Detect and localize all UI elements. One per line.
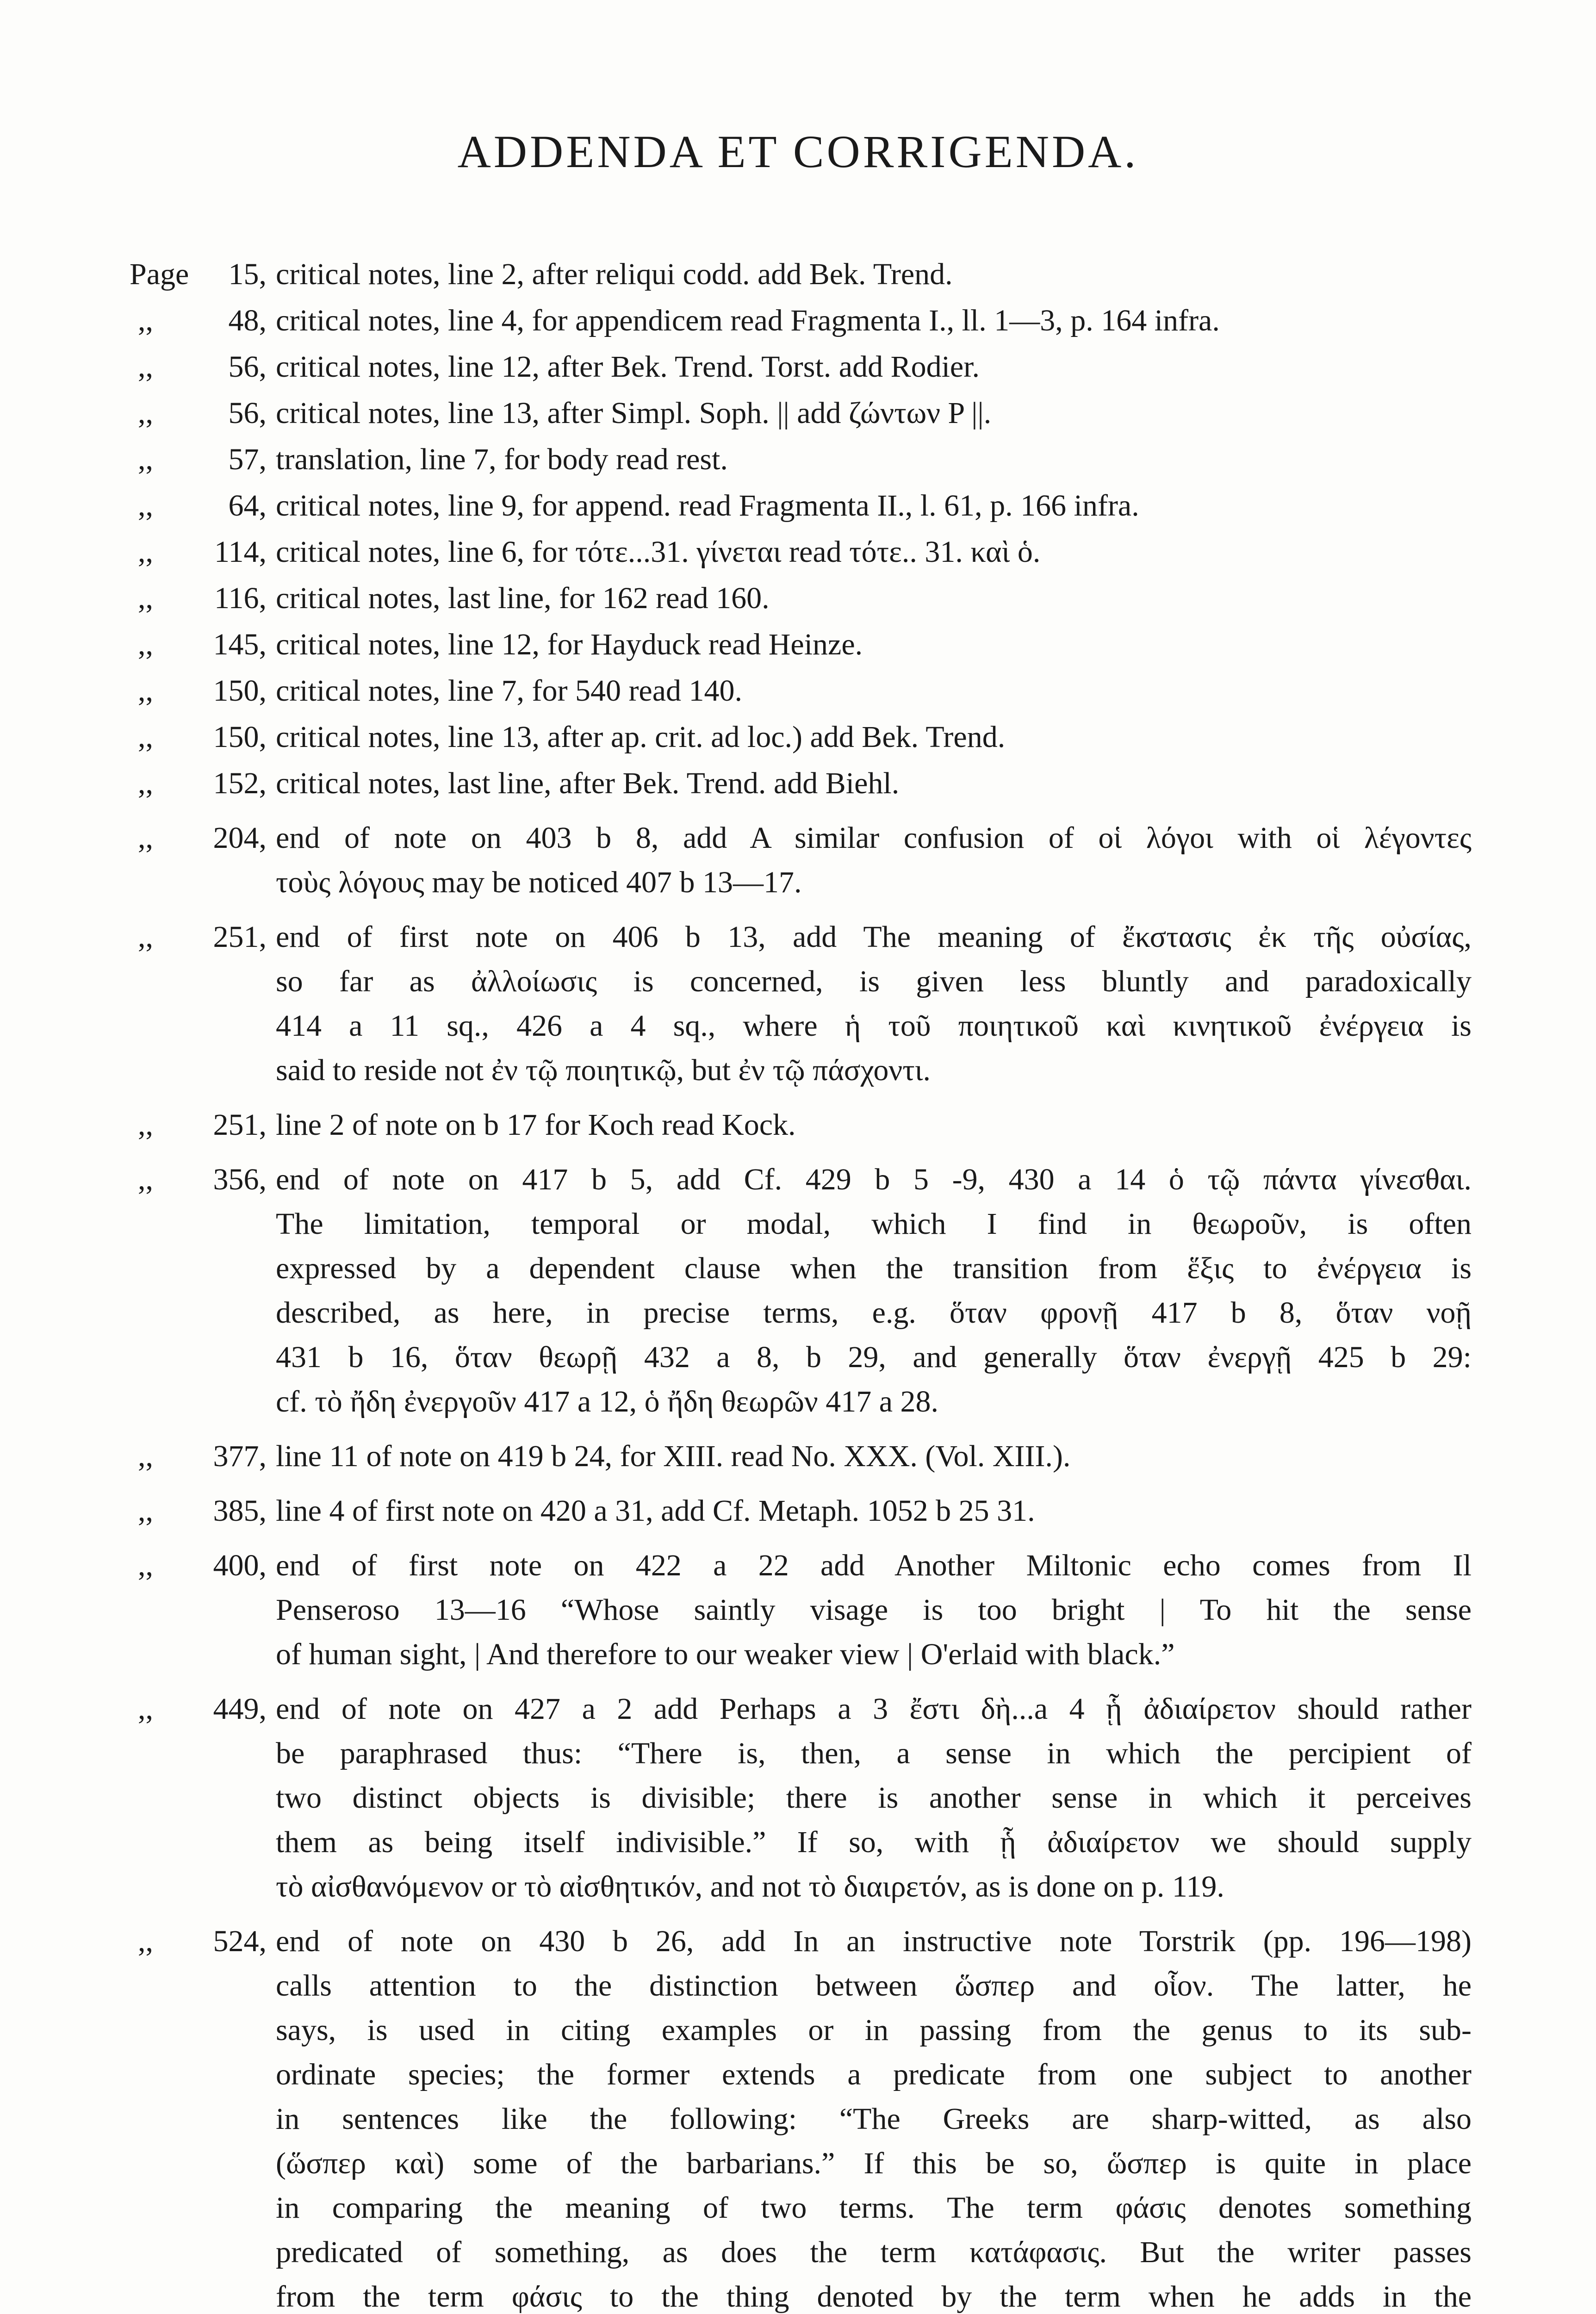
page-number: 152, — [213, 766, 267, 800]
entry-line: 431 b 16, ὅταν θεωρῇ 432 a 8, b 29, and generally ὅταν ἐνεργῇ 425 b 29: — [276, 1340, 1472, 1374]
entry-text — [269, 530, 1472, 574]
entry-line: line 11 of note on 419 b 24, for XIII. read No. XXX. (Vol. XIII.). — [276, 1439, 1071, 1473]
entry-label — [130, 391, 269, 435]
corrigenda-entry — [130, 1919, 1472, 2314]
entry-line: of human sight, | And therefore to our weaker view | O'erlaid with black.” — [276, 1637, 1175, 1671]
entry-text — [269, 1919, 1472, 2314]
entry-label — [130, 252, 269, 297]
entry-line: τὸ αἰσθανόμενον or τὸ αἰσθητικόν, and not τὸ διαιρετόν, as is done on p. 119. — [276, 1870, 1224, 1903]
entry-line: so far as ἀλλοίωσις is concerned, is given less bluntly and paradoxically — [276, 964, 1472, 998]
page-title: ADDENDA ET CORRIGENDA. — [457, 126, 1139, 177]
entry-line: (ὥσπερ καὶ) some of the barbarians.” If this be so, ὥσπερ is quite in place — [276, 2146, 1472, 2180]
entry-line: end of first note on 406 b 13, add The meaning of ἔκστασις ἐκ τῆς οὐσίας, — [276, 920, 1472, 954]
page-number: 116, — [214, 581, 267, 615]
page-word: Page — [130, 257, 189, 291]
entry-text — [269, 1157, 1472, 1424]
entry-line: end of first note on 422 a 22 add Another Miltonic echo comes from Il — [276, 1549, 1472, 1582]
entry-text — [269, 484, 1472, 528]
page-number: 15, — [228, 257, 267, 291]
corrigenda-entry — [130, 715, 1472, 759]
corrigenda-entry — [130, 345, 1472, 389]
entry-line: in sentences like the following: “The Greeks are sharp-witted, as also — [276, 2102, 1472, 2136]
entry-line: says, is used in citing examples or in passing from the genus to its sub- — [276, 2013, 1472, 2047]
page-number: 48, — [228, 304, 267, 337]
entry-text — [269, 299, 1472, 343]
entry-label — [130, 345, 269, 389]
entry-line: predicated of something, as does the term κατάφασις. But the writer passes — [276, 2235, 1472, 2269]
page-number: 114, — [214, 535, 267, 569]
entry-label — [130, 484, 269, 528]
entry-label — [130, 761, 269, 806]
entry-line: The limitation, temporal or modal, which I find in θεωροῦν, is often — [276, 1207, 1472, 1241]
ditto-mark: ,, — [138, 1549, 153, 1582]
entry-text — [269, 345, 1472, 389]
entry-text — [269, 1543, 1472, 1677]
entry-line: line 2 of note on b 17 for Koch read Kock. — [276, 1108, 796, 1142]
ditto-mark: ,, — [138, 1924, 153, 1958]
ditto-mark: ,, — [138, 442, 153, 476]
corrigenda-entry — [130, 816, 1472, 905]
ditto-mark: ,, — [138, 766, 153, 800]
entry-text — [269, 1103, 1472, 1147]
entry-line: calls attention to the distinction between ὥσπερ and οἷον. The latter, he — [276, 1969, 1472, 2003]
entry-line: end of note on 430 b 26, add In an instructive note Torstrik (pp. 196—198) — [276, 1924, 1472, 1958]
ditto-mark: ,, — [138, 350, 153, 384]
entry-line: critical notes, line 7, for 540 read 140. — [276, 674, 743, 708]
page-number: 150, — [213, 674, 267, 708]
entry-text — [269, 437, 1472, 482]
entry-line: critical notes, line 9, for append. read Fragmenta II., l. 61, p. 166 infra. — [276, 489, 1139, 523]
page-number: 56, — [228, 350, 267, 384]
corrigenda-list — [130, 252, 1472, 2314]
corrigenda-entry — [130, 915, 1472, 1093]
entry-line: be paraphrased thus: “There is, then, a sense in which the percipient of — [276, 1736, 1472, 1770]
entry-label — [130, 530, 269, 574]
entry-text — [269, 252, 1472, 297]
entry-line: two distinct objects is divisible; there is another sense in which it perceives — [276, 1781, 1472, 1815]
corrigenda-entry — [130, 1489, 1472, 1533]
ditto-mark: ,, — [138, 1494, 153, 1528]
ditto-mark: ,, — [138, 821, 153, 855]
entry-text — [269, 391, 1472, 435]
entry-line: critical notes, last line, for 162 read 160. — [276, 581, 770, 615]
entry-line: Penseroso 13—16 “Whose saintly visage is too bright | To hit the sense — [276, 1593, 1472, 1627]
entry-text — [269, 576, 1472, 621]
page-number: 385, — [213, 1494, 267, 1528]
entry-label — [130, 1489, 269, 1533]
corrigenda-entry — [130, 669, 1472, 713]
entry-text — [269, 669, 1472, 713]
entry-line: critical notes, line 13, after ap. crit. ad loc.) add Bek. Trend. — [276, 720, 1006, 754]
corrigenda-entry — [130, 252, 1472, 297]
ditto-mark: ,, — [138, 1108, 153, 1142]
corrigenda-entry — [130, 530, 1472, 574]
corrigenda-entry — [130, 1434, 1472, 1479]
entry-label — [130, 437, 269, 482]
ditto-mark: ,, — [138, 1163, 153, 1196]
page-number: 356, — [213, 1163, 267, 1196]
entry-line: end of note on 403 b 8, add A similar confusion of οἱ λόγοι with οἱ λέγοντες — [276, 821, 1472, 855]
entry-label — [130, 1434, 269, 1479]
entry-line: described, as here, in precise terms, e.g. ὅταν φρονῇ 417 b 8, ὅταν νοῇ — [276, 1296, 1472, 1330]
entry-label — [130, 816, 269, 905]
corrigenda-entry — [130, 1103, 1472, 1147]
entry-label — [130, 715, 269, 759]
page-number: 251, — [213, 1108, 267, 1142]
page-number: 56, — [228, 396, 267, 430]
entry-text — [269, 715, 1472, 759]
entry-line: critical notes, line 4, for appendicem read Fragmenta I., ll. 1—3, p. 164 infra. — [276, 304, 1220, 337]
entry-line: τοὺς λόγους may be noticed 407 b 13—17. — [276, 865, 802, 899]
entry-line: 414 a 11 sq., 426 a 4 sq., where ἡ τοῦ ποιητικοῦ καὶ κινητικοῦ ἐνέργεια is — [276, 1009, 1472, 1043]
corrigenda-entry — [130, 622, 1472, 667]
ditto-mark: ,, — [138, 674, 153, 708]
entry-label — [130, 622, 269, 667]
page-number: 64, — [228, 489, 267, 523]
ditto-mark: ,, — [138, 628, 153, 661]
corrigenda-entry — [130, 1543, 1472, 1677]
entry-label — [130, 1543, 269, 1677]
entry-label — [130, 1103, 269, 1147]
entry-label — [130, 299, 269, 343]
corrigenda-entry — [130, 761, 1472, 806]
entry-text — [269, 761, 1472, 806]
entry-text — [269, 1687, 1472, 1909]
entry-line: said to reside not ἐν τῷ ποιητικῷ, but ἐν τῷ πάσχοντι. — [276, 1053, 931, 1087]
entry-line: critical notes, line 2, after reliqui codd. add Bek. Trend. — [276, 257, 953, 291]
ditto-mark: ,, — [138, 720, 153, 754]
entry-line: critical notes, line 12, for Hayduck read Heinze. — [276, 628, 863, 661]
entry-text — [269, 1489, 1472, 1533]
page-number: 150, — [213, 720, 267, 754]
corrigenda-entry — [130, 391, 1472, 435]
entry-line: critical notes, line 13, after Simpl. Soph. || add ζώντων P ||. — [276, 396, 992, 430]
corrigenda-entry — [130, 1157, 1472, 1424]
entry-line: from the term φάσις to the thing denoted by the term when he adds in the — [276, 2280, 1472, 2314]
entry-label — [130, 1919, 269, 2314]
ditto-mark: ,, — [138, 535, 153, 569]
entry-line: cf. τὸ ἤδη ἐνεργοῦν 417 a 12, ὁ ἤδη θεωρῶν 417 a 28. — [276, 1385, 939, 1418]
corrigenda-entry — [130, 576, 1472, 621]
ditto-mark: ,, — [138, 581, 153, 615]
ditto-mark: ,, — [138, 304, 153, 337]
entry-line: end of note on 427 a 2 add Perhaps a 3 ἔστι δὴ...a 4 ᾗ ἀδιαίρετον should rather — [276, 1692, 1472, 1726]
page-number: 204, — [213, 821, 267, 855]
page-number: 400, — [213, 1549, 267, 1582]
corrigenda-entry — [130, 1687, 1472, 1909]
entry-line: line 4 of first note on 420 a 31, add Cf. Metaph. 1052 b 25 31. — [276, 1494, 1035, 1528]
entry-label — [130, 576, 269, 621]
entry-text — [269, 1434, 1472, 1479]
ditto-mark: ,, — [138, 1439, 153, 1473]
entry-text — [269, 816, 1472, 905]
entry-line: translation, line 7, for body read rest. — [276, 442, 728, 476]
entry-line: them as being itself indivisible.” If so, with ᾗ ἀδιαίρετον we should supply — [276, 1825, 1472, 1859]
entry-text — [269, 622, 1472, 667]
ditto-mark: ,, — [138, 1692, 153, 1726]
corrigenda-entry — [130, 437, 1472, 482]
page-number: 449, — [213, 1692, 267, 1726]
entry-line: expressed by a dependent clause when the transition from ἕξις to ἐνέργεια is — [276, 1251, 1472, 1285]
ditto-mark: ,, — [138, 396, 153, 430]
entry-label — [130, 669, 269, 713]
entry-label — [130, 1157, 269, 1424]
corrigenda-entry — [130, 484, 1472, 528]
page-number: 57, — [228, 442, 267, 476]
entry-text — [269, 915, 1472, 1093]
page-number: 524, — [213, 1924, 267, 1958]
entry-line: in comparing the meaning of two terms. The term φάσις denotes something — [276, 2191, 1472, 2225]
entry-line: end of note on 417 b 5, add Cf. 429 b 5 -9, 430 a 14 ὁ τῷ πάντα γίνεσθαι. — [276, 1163, 1472, 1196]
corrigenda-entry — [130, 299, 1472, 343]
entry-label — [130, 915, 269, 1093]
ditto-mark: ,, — [138, 920, 153, 954]
entry-line: critical notes, line 12, after Bek. Trend. Torst. add Rodier. — [276, 350, 980, 384]
entry-label — [130, 1687, 269, 1909]
entry-line: ordinate species; the former extends a predicate from one subject to another — [276, 2058, 1472, 2091]
page-number: 377, — [213, 1439, 267, 1473]
entry-line: critical notes, last line, after Bek. Trend. add Biehl. — [276, 766, 900, 800]
entry-line: critical notes, line 6, for τότε...31. γίνεται read τότε.. 31. καὶ ὁ. — [276, 535, 1041, 569]
page-number: 145, — [213, 628, 267, 661]
page-number: 251, — [213, 920, 267, 954]
ditto-mark: ,, — [138, 489, 153, 523]
